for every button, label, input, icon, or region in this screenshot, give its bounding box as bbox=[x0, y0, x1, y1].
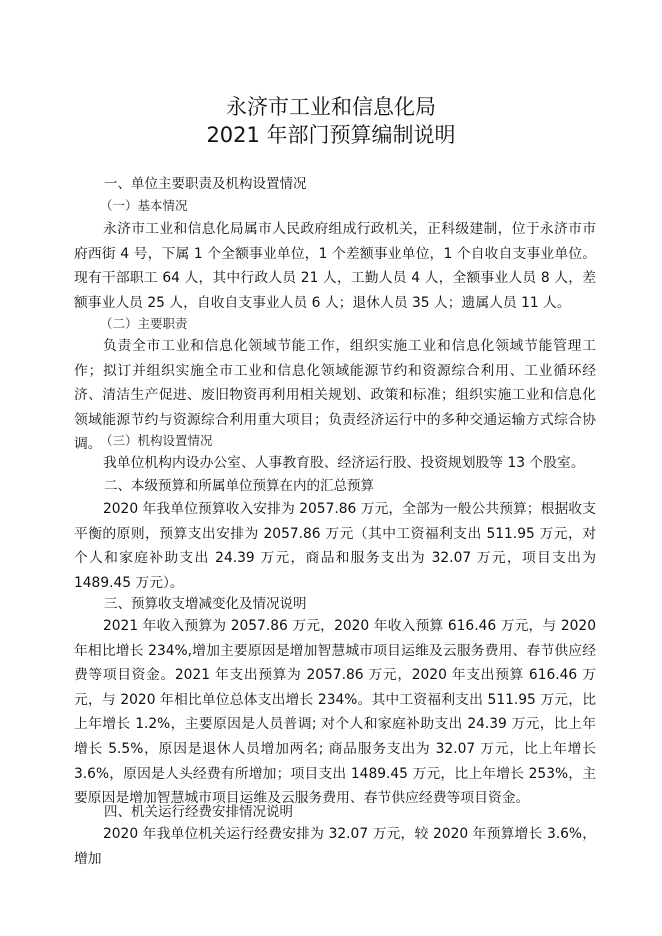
operating-expense-paragraph: 2020 年我单位机关运行经费安排为 32.07 万元，较 2020 年预算增长 3.6%，增加 bbox=[74, 826, 596, 867]
document-title-line2: 2021 年部门预算编制说明 bbox=[206, 123, 456, 147]
structure-paragraph: 我单位机构内设办公室、人事教育股、经济运行股、投资规划股等 13 个股室。 bbox=[103, 455, 585, 471]
basic-info-paragraph: 永济市工业和信息化局属市人民政府组成行政机关，正科级建制，位于永济市市府西街 4 号，下属 1 个全额事业单位，1 个差额事业单位，1 个自收自支事业单位。现有干部职工 64 人，其中行政人员 21 人，工勤人员 4 人，全额事业人员 8 人，差额事业人员 25 人，自收自支事业人员 6 人；退休人员 35 人；遗属人员 11 人。 bbox=[74, 221, 596, 311]
subsection-structure-heading: （三）机构设置情况 bbox=[100, 433, 213, 448]
budget-change-paragraph: 2021 年收入预算为 2057.86 万元，2020 年收入预算 616.46 万元，与 2020 年相比增长 234%,增加主要原因是增加智慧城市项目运维及云服务费用、春节供应经费等项目资金。2021 年支出预算为 2057.86 万元，2020 年支出预算 616.46 万元，与 2020 年相比单位总体支出增长 234%。其中工资福利支出 511.95 万元，比上年增长 1.2%，主要原因是人员普调; 对个人和家庭补助支出 24.39 万元，比上年增长 5.5%，原因是退休人员增加两名; 商品服务支出为 32.07 万元，比上年增长 3.6%，原因是人头经费有所增加；项目支出 1489.45 万元，比上年增长 253%，主要原因是增加智慧城市项目运维及云服务费用、春节供应经费等项目资金。 bbox=[74, 618, 596, 807]
section-2-heading: 二、本级预算和所属单位预算在内的汇总预算 bbox=[104, 478, 374, 494]
section-3-heading: 三、预算收支增减变化及情况说明 bbox=[104, 596, 307, 612]
subsection-duties-heading: （二）主要职责 bbox=[100, 316, 188, 331]
subsection-basic-info-heading: （一）基本情况 bbox=[100, 198, 188, 213]
document-title-line1: 永济市工业和信息化局 bbox=[226, 95, 436, 119]
section-4-heading: 四、机关运行经费安排情况说明 bbox=[104, 804, 293, 820]
duties-paragraph: 负责全市工业和信息化领域节能工作，组织实施工业和信息化领域节能管理工作；拟订并组织实施全市工业和信息化领域能源节约和资源综合利用、工业循环经济、清洁生产促进、废旧物资再利用相关规划、政策和标准；组织实施工业和信息化领域能源节约与资源综合利用重大项目；负责经济运行中的多种交通运输方式综合协调。 bbox=[74, 338, 596, 453]
section-1-heading: 一、单位主要职责及机构设置情况 bbox=[104, 176, 307, 192]
summary-budget-paragraph: 2020 年我单位预算收入安排为 2057.86 万元，全部为一般公共预算；根据收支平衡的原则，预算支出安排为 2057.86 万元（其中工资福利支出 511.95 万元，对个人和家庭补助支出 24.39 万元，商品和服务支出为 32.07 万元，项目支出为 1489.45 万元）。 bbox=[74, 501, 596, 591]
